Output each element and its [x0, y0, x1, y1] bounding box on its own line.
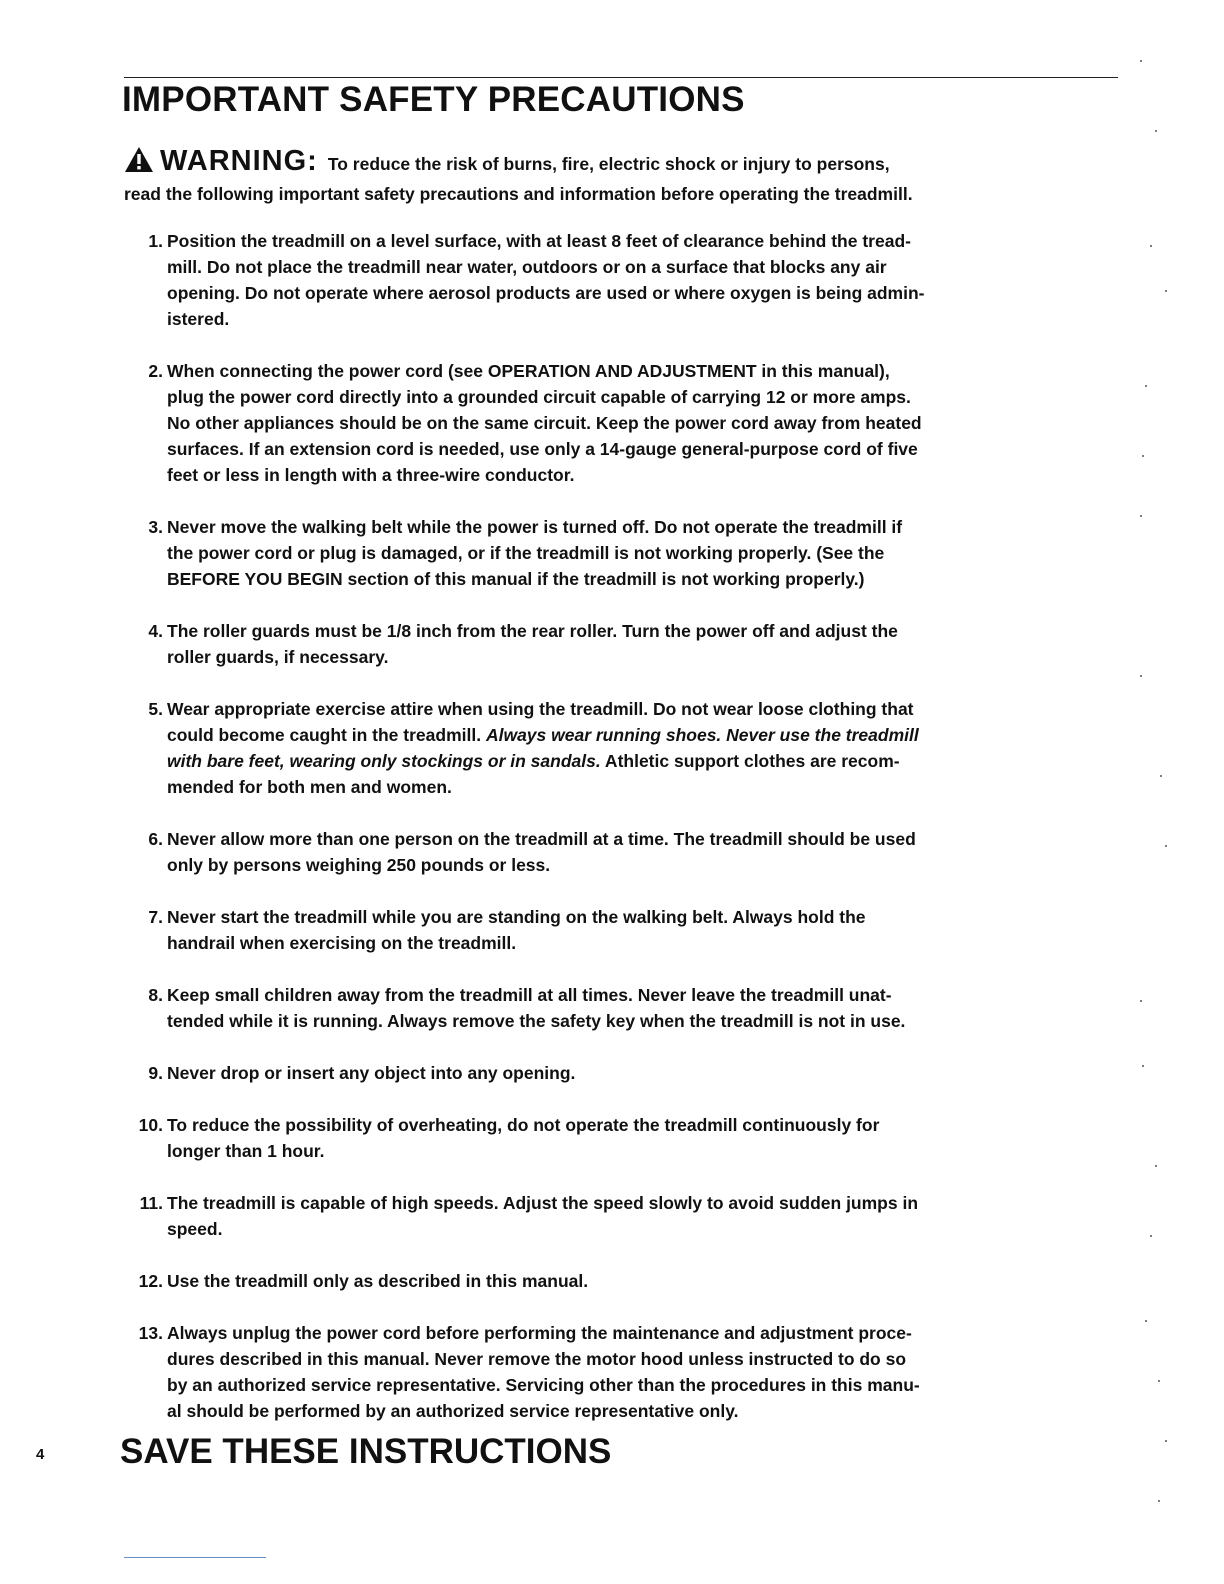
scan-speck	[1158, 1500, 1160, 1502]
item-line-plain: Athletic support clothes are recom-	[600, 751, 900, 771]
item-line: only by persons weighing 250 pounds or less.	[167, 855, 551, 875]
item-line: istered.	[167, 309, 230, 329]
scan-speck	[1145, 1320, 1147, 1322]
scan-speck	[1150, 245, 1152, 247]
item-line: Keep small children away from the treadmill at all times. Never leave the treadmill unat-	[167, 985, 892, 1005]
item-line: opening. Do not operate where aerosol products are used or where oxygen is being admin-	[167, 283, 925, 303]
list-item	[126, 982, 1126, 1034]
scan-speck	[1160, 775, 1162, 777]
item-line: Wear appropriate exercise attire when using the treadmill. Do not wear loose clothing that	[167, 699, 914, 719]
item-line: Never allow more than one person on the treadmill at a time. The treadmill should be used	[167, 829, 916, 849]
list-item	[126, 514, 1126, 592]
item-text	[163, 1320, 920, 1424]
item-number: 1.	[148, 231, 163, 251]
list-item	[126, 904, 1126, 956]
top-rule	[124, 77, 1118, 78]
item-line: speed.	[167, 1219, 223, 1239]
list-item	[126, 1060, 1126, 1086]
footer-title: SAVE THESE INSTRUCTIONS	[120, 1432, 612, 1471]
list-item	[126, 696, 1126, 800]
item-number: 5.	[148, 699, 163, 719]
item-line: roller guards, if necessary.	[167, 647, 389, 667]
item-text	[163, 826, 916, 878]
item-line: Position the treadmill on a level surface, with at least 8 feet of clearance behind the tread-	[167, 231, 911, 251]
item-text	[163, 1190, 918, 1242]
page-number: 4	[36, 1446, 45, 1463]
item-text	[163, 1268, 588, 1294]
warning-text-line2: read the following important safety precautions and information before operating the treadmill.	[124, 184, 913, 204]
warning-triangle-icon	[124, 146, 154, 173]
bottom-rule	[124, 1557, 266, 1558]
list-item	[126, 1268, 1126, 1294]
item-line: the power cord or plug is damaged, or if the treadmill is not working properly. (See the	[167, 543, 885, 563]
scan-speck	[1142, 1065, 1144, 1067]
item-line: mended for both men and women.	[167, 777, 452, 797]
item-line: handrail when exercising on the treadmill.	[167, 933, 517, 953]
scan-speck	[1165, 845, 1167, 847]
list-item	[126, 358, 1126, 488]
item-number: 8.	[148, 985, 163, 1005]
item-line: tended while it is running. Always remove the safety key when the treadmill is not in use.	[167, 1011, 906, 1031]
scan-speck	[1142, 455, 1144, 457]
item-number: 3.	[148, 517, 163, 537]
item-text	[163, 1112, 879, 1164]
scan-speck	[1155, 130, 1157, 132]
item-line-italic: Always wear running shoes. Never use the treadmill	[485, 725, 919, 745]
list-item	[126, 826, 1126, 878]
item-line: Never drop or insert any object into any opening.	[167, 1063, 576, 1083]
item-line: The treadmill is capable of high speeds. Adjust the speed slowly to avoid sudden jumps in	[167, 1193, 919, 1213]
item-text	[163, 904, 866, 956]
precautions-list	[126, 228, 1126, 1450]
list-item	[126, 1112, 1126, 1164]
item-number: 4.	[148, 621, 163, 641]
item-line: al should be performed by an authorized service representative only.	[167, 1401, 739, 1421]
item-line: surfaces. If an extension cord is needed, use only a 14-gauge general-purpose cord of five	[167, 439, 918, 459]
item-number: 12.	[138, 1271, 163, 1291]
item-text	[163, 228, 925, 332]
item-number: 2.	[148, 361, 163, 381]
warning-label: WARNING:	[160, 145, 318, 177]
item-text	[163, 358, 922, 488]
item-line: BEFORE YOU BEGIN section of this manual if the treadmill is not working properly.)	[167, 569, 865, 589]
scan-speck	[1140, 60, 1142, 62]
item-text	[163, 982, 905, 1034]
item-line: Never start the treadmill while you are standing on the walking belt. Always hold the	[167, 907, 866, 927]
scan-speck	[1145, 385, 1147, 387]
item-line	[167, 748, 919, 774]
item-text	[163, 1060, 575, 1086]
item-text	[163, 696, 919, 800]
item-line-plain: could become caught in the treadmill.	[167, 725, 486, 745]
list-item	[126, 618, 1126, 670]
scan-speck	[1140, 515, 1142, 517]
item-line: Always unplug the power cord before performing the maintenance and adjustment proce-	[167, 1323, 912, 1343]
item-number: 7.	[148, 907, 163, 927]
list-item	[126, 1190, 1126, 1242]
item-line	[167, 722, 919, 748]
item-number: 10.	[138, 1115, 163, 1135]
item-line: Use the treadmill only as described in this manual.	[167, 1271, 589, 1291]
item-line: plug the power cord directly into a grounded circuit capable of carrying 12 or more amps.	[167, 387, 911, 407]
warning-block	[124, 144, 1124, 208]
scan-speck	[1165, 290, 1167, 292]
item-line: longer than 1 hour.	[167, 1141, 325, 1161]
item-number: 13.	[138, 1323, 163, 1343]
item-text	[163, 514, 902, 592]
warning-first-line	[124, 144, 1124, 181]
scan-speck	[1140, 1000, 1142, 1002]
scan-speck	[1150, 1235, 1152, 1237]
item-number: 9.	[148, 1063, 163, 1083]
item-text	[163, 618, 898, 670]
item-line: dures described in this manual. Never remove the motor hood unless instructed to do so	[167, 1349, 907, 1369]
item-line: feet or less in length with a three-wire conductor.	[167, 465, 575, 485]
item-number: 6.	[148, 829, 163, 849]
scan-speck	[1158, 1380, 1160, 1382]
item-line: Never move the walking belt while the power is turned off. Do not operate the treadmill if	[167, 517, 903, 537]
item-line: mill. Do not place the treadmill near water, outdoors or on a surface that blocks any air	[167, 257, 887, 277]
item-line-italic: with bare feet, wearing only stockings or in sandals.	[167, 751, 601, 771]
item-line: by an authorized service representative. Servicing other than the procedures in this manu-	[167, 1375, 920, 1395]
list-item	[126, 228, 1126, 332]
item-line: To reduce the possibility of overheating, do not operate the treadmill continuously for	[167, 1115, 880, 1135]
page-title: IMPORTANT SAFETY PRECAUTIONS	[122, 80, 745, 119]
warning-text-line1: To reduce the risk of burns, fire, electric shock or injury to persons,	[327, 154, 890, 174]
scan-speck	[1155, 1165, 1157, 1167]
item-line: When connecting the power cord (see OPERATION AND ADJUSTMENT in this manual),	[167, 361, 890, 381]
scan-speck	[1165, 1440, 1167, 1442]
item-number: 11.	[139, 1193, 163, 1213]
list-item	[126, 1320, 1126, 1424]
item-line: No other appliances should be on the same circuit. Keep the power cord away from heated	[167, 413, 922, 433]
scan-speck	[1140, 675, 1142, 677]
item-line: The roller guards must be 1/8 inch from the rear roller. Turn the power off and adjust the	[167, 621, 898, 641]
